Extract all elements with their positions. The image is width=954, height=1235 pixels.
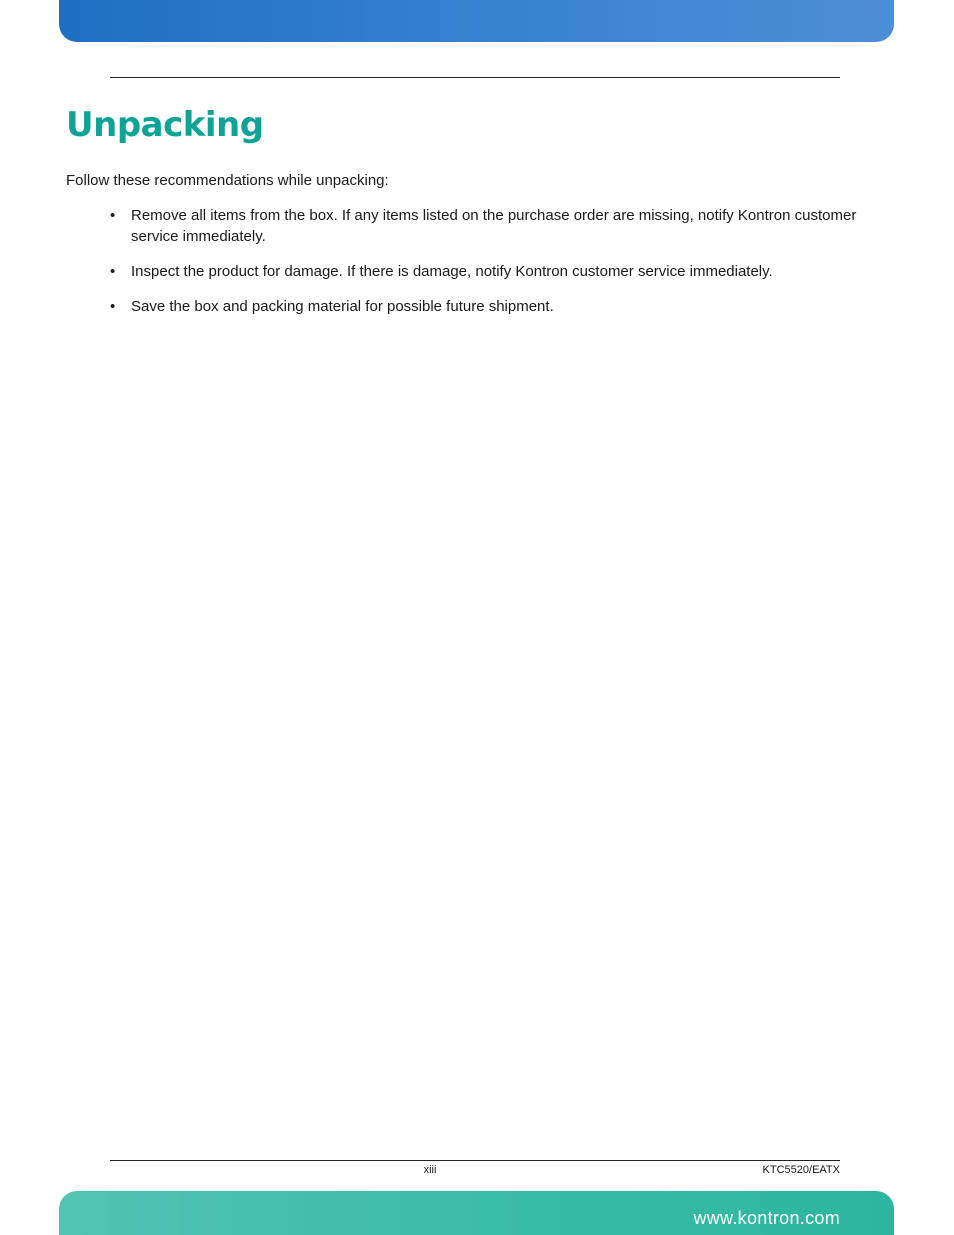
intro-paragraph: Follow these recommendations while unpacking:	[66, 172, 389, 189]
list-item-text: Remove all items from the box. If any items listed on the purchase order are missing, notify Kontron customer service immediately.	[131, 207, 857, 245]
footer-rule	[110, 1160, 840, 1161]
list-item	[108, 205, 878, 247]
list-item-text: Inspect the product for damage. If there is damage, notify Kontron customer service immediately.	[131, 263, 773, 280]
list-item-text: Save the box and packing material for possible future shipment.	[131, 298, 554, 315]
list-item	[108, 261, 878, 282]
bullet-icon: •	[110, 207, 116, 224]
bottom-banner	[59, 1191, 894, 1235]
recommendation-list	[108, 205, 878, 331]
list-item	[108, 296, 878, 317]
top-banner	[59, 0, 894, 42]
page-number: xiii	[423, 1164, 437, 1176]
header-rule	[110, 77, 840, 78]
document-id: KTC5520/EATX	[762, 1164, 840, 1176]
bullet-icon: •	[110, 263, 116, 280]
bullet-icon: •	[110, 298, 116, 315]
website-link[interactable]: www.kontron.com	[693, 1208, 840, 1228]
page-title: Unpacking	[66, 105, 264, 145]
